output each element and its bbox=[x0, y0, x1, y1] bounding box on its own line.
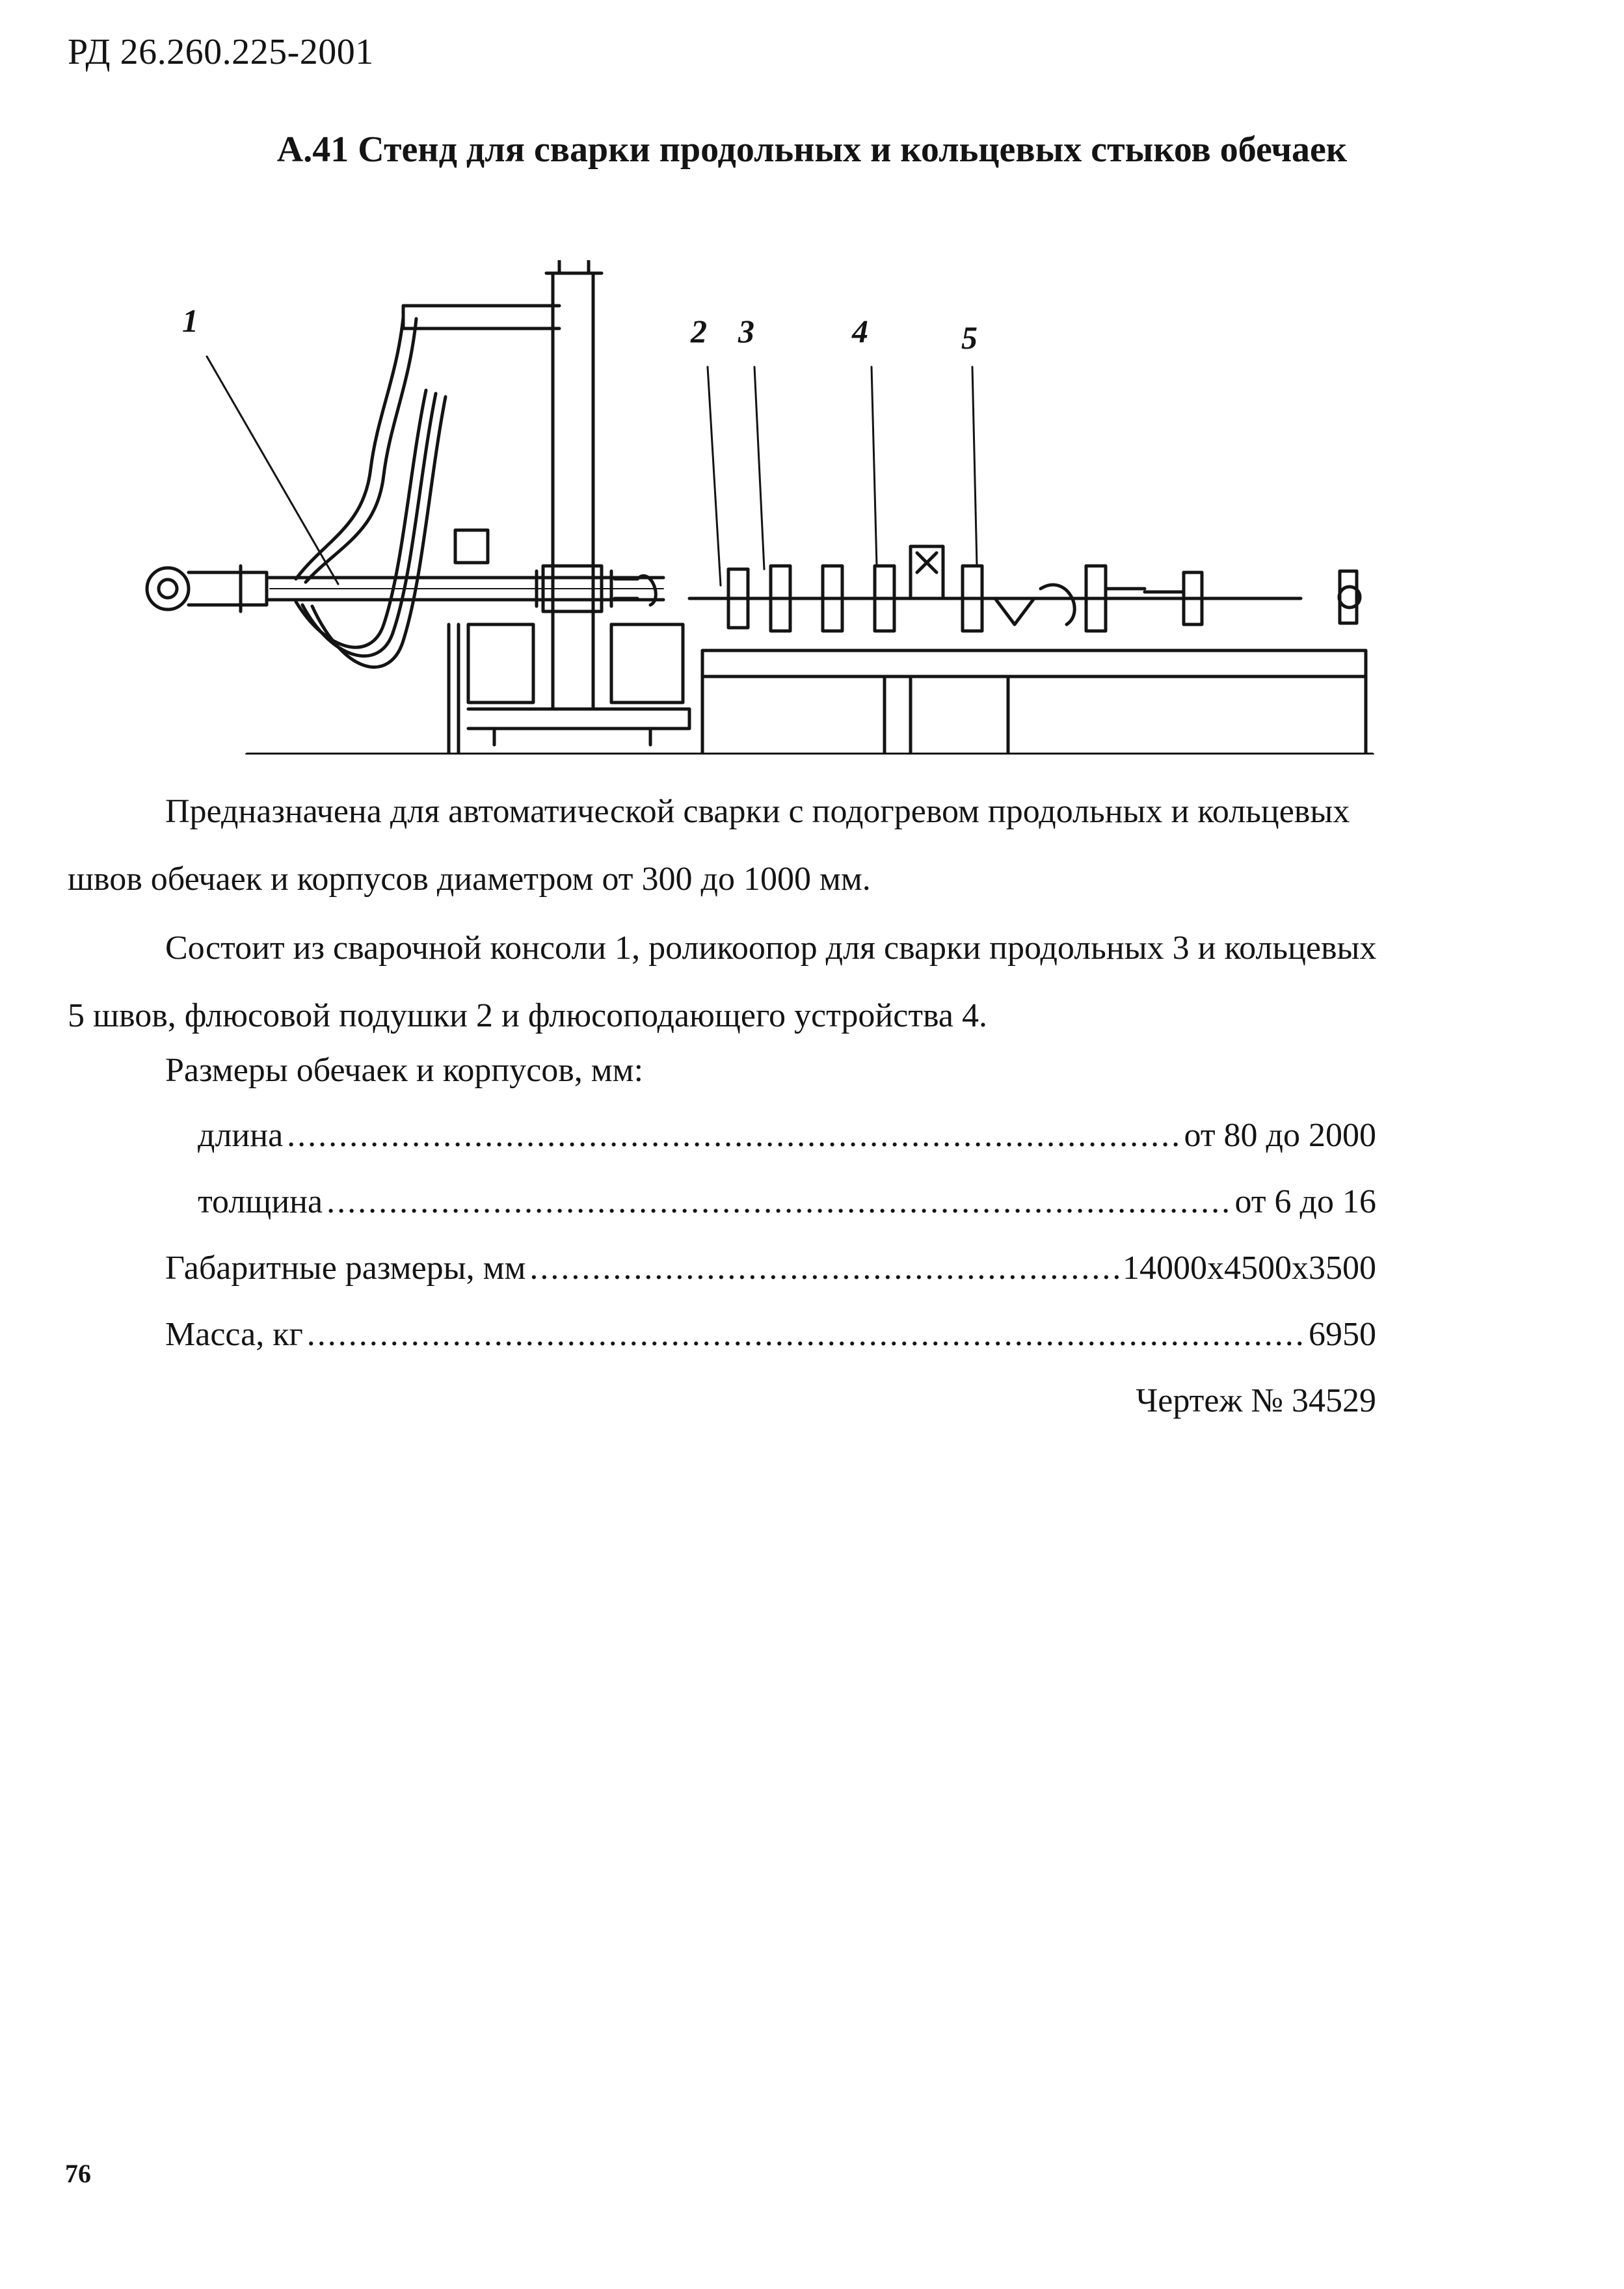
dot-leader bbox=[287, 1116, 1180, 1155]
spec-mass-row bbox=[165, 1315, 1376, 1354]
callout-2: 2 bbox=[691, 313, 707, 349]
callout-4: 4 bbox=[852, 313, 868, 349]
spec-thickness-row bbox=[198, 1183, 1376, 1221]
purpose-paragraph bbox=[68, 778, 1401, 913]
spec-overall-row bbox=[165, 1249, 1376, 1287]
spec-mass-value: 6950 bbox=[1309, 1316, 1376, 1353]
dot-leader bbox=[307, 1315, 1305, 1354]
callout-5: 5 bbox=[961, 319, 978, 356]
spec-overall-value: 14000х4500х3500 bbox=[1123, 1250, 1376, 1287]
dot-leader bbox=[529, 1249, 1119, 1287]
callout-1: 1 bbox=[182, 302, 198, 339]
spec-length-row bbox=[198, 1116, 1376, 1155]
spec-overall-label: Габаритные размеры, мм bbox=[165, 1250, 526, 1287]
spec-length-value: от 80 до 2000 bbox=[1184, 1117, 1376, 1154]
technical-drawing bbox=[130, 260, 1418, 755]
purpose-text: Предназначена для автоматической сварки с подогревом продольных и кольцевых швов обечаек и корпусов диаметром от 300 до 1000 мм. bbox=[68, 793, 1350, 898]
spec-mass-label: Масса, кг bbox=[165, 1316, 303, 1353]
drawing-number: Чертеж № 34529 bbox=[1136, 1382, 1376, 1419]
section-title: А.41 Стенд для сварки продольных и кольцевых стыков обечаек bbox=[276, 129, 1348, 170]
dimensions-heading: Размеры обечаек и корпусов, мм: bbox=[165, 1052, 644, 1089]
spec-length-label: длина bbox=[198, 1117, 284, 1154]
spec-thickness-value: от 6 до 16 bbox=[1234, 1183, 1376, 1220]
composition-paragraph bbox=[68, 915, 1401, 1050]
dot-leader bbox=[326, 1183, 1231, 1221]
composition-text: Состоит из сварочной консоли 1, роликоопор для сварки продольных 3 и кольцевых 5 швов, флюсовой подушки 2 и флюсоподающего устройства 4. bbox=[68, 930, 1377, 1034]
page-number: 76 bbox=[65, 2159, 91, 2188]
welding-console bbox=[147, 260, 689, 755]
callout-3: 3 bbox=[738, 313, 754, 349]
spec-thickness-label: толщина bbox=[198, 1183, 323, 1220]
document-code: РД 26.260.225-2001 bbox=[68, 32, 374, 72]
